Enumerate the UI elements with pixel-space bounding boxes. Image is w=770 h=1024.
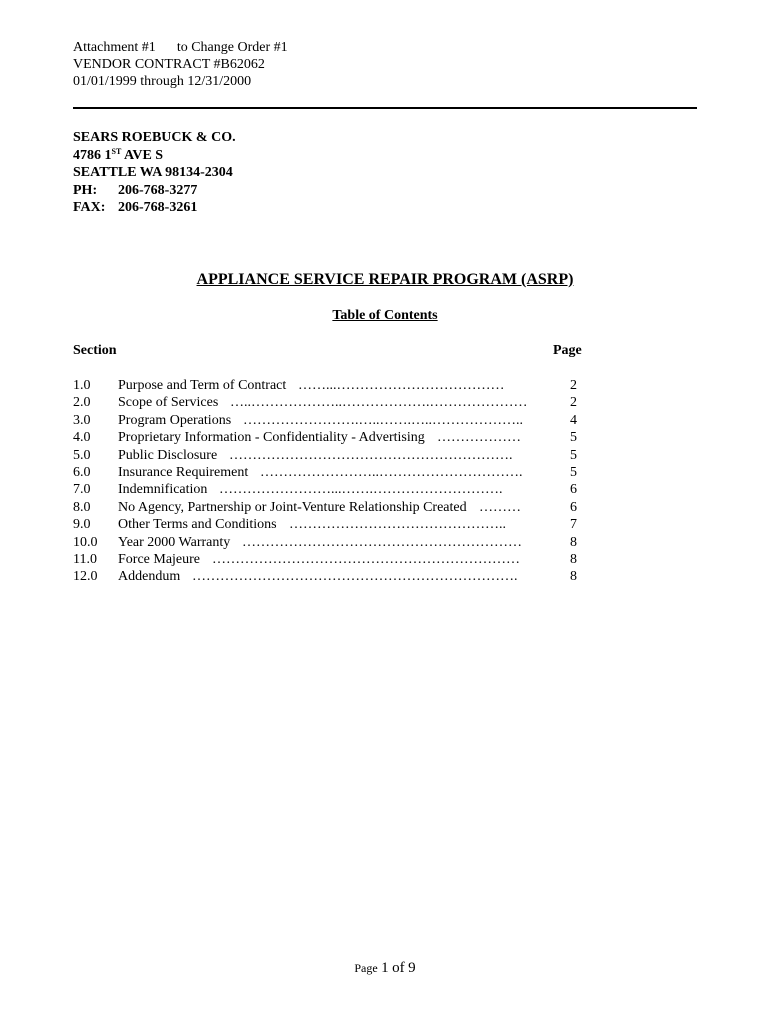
toc-section-number: 5.0 bbox=[73, 447, 91, 463]
toc-section-title: Program Operations bbox=[118, 412, 232, 428]
toc-page-number: 7 bbox=[570, 517, 577, 533]
program-title: APPLIANCE SERVICE REPAIR PROGRAM (ASRP) bbox=[196, 271, 574, 288]
toc-section-number: 12.0 bbox=[73, 569, 98, 585]
toc-section-number: 8.0 bbox=[73, 499, 91, 515]
phone-number: 206-768-3277 bbox=[118, 182, 198, 198]
toc-dot-leader: ……...……………………………… bbox=[298, 378, 505, 393]
toc-dot-leader: ……………………………………………………. bbox=[229, 447, 513, 463]
toc-row bbox=[73, 447, 593, 464]
toc-dot-leader: …………………….…..…….…..……………….. bbox=[243, 412, 523, 428]
fax-row bbox=[73, 199, 236, 217]
toc-row bbox=[73, 481, 593, 498]
fax-number: 206-768-3261 bbox=[118, 200, 198, 215]
toc-dot-leader: ……………………...…….………………………. bbox=[219, 482, 503, 498]
toc-page-number: 5 bbox=[570, 447, 577, 463]
toc-page-number: 6 bbox=[570, 499, 577, 515]
toc-dot-leader: ………………………………………………………… bbox=[212, 551, 520, 567]
toc-dot-leader: ……………………………………….. bbox=[289, 517, 506, 533]
toc-section-column-header: Section bbox=[73, 343, 117, 358]
toc-section-title: Insurance Requirement bbox=[118, 464, 249, 480]
toc-dot-leader: ……… bbox=[479, 499, 521, 515]
toc-section-number: 2.0 bbox=[73, 395, 91, 411]
toc-row bbox=[73, 568, 593, 585]
toc-section-number: 9.0 bbox=[73, 517, 91, 533]
toc-section-number: 3.0 bbox=[73, 412, 91, 428]
toc-section-title: No Agency, Partnership or Joint-Venture Relationship Created bbox=[118, 499, 467, 515]
toc-row bbox=[73, 464, 593, 481]
toc-section-number: 6.0 bbox=[73, 464, 91, 480]
vendor-address bbox=[73, 129, 236, 217]
toc-section-title: Scope of Services bbox=[118, 395, 219, 411]
attachment-label: Attachment #1 bbox=[73, 40, 156, 55]
toc-page-number: 8 bbox=[570, 534, 577, 550]
toc-row bbox=[73, 429, 593, 446]
toc-row bbox=[73, 377, 593, 394]
toc-dot-leader: ……………………..…………………………. bbox=[260, 464, 523, 480]
page-current: 1 bbox=[381, 960, 389, 976]
toc-heading: Table of Contents bbox=[332, 308, 438, 323]
attachment-line bbox=[73, 39, 288, 56]
page-of-word: of bbox=[392, 960, 405, 976]
toc-row bbox=[73, 499, 593, 516]
toc-page-number: 4 bbox=[570, 412, 577, 428]
company-name: SEARS ROEBUCK & CO. bbox=[73, 130, 236, 145]
toc-page-number: 2 bbox=[570, 378, 577, 393]
toc-section-number: 11.0 bbox=[73, 551, 97, 567]
contract-period-line: 01/01/1999 through 12/31/2000 bbox=[73, 74, 252, 89]
toc-section-number: 10.0 bbox=[73, 534, 98, 550]
fax-label: FAX: bbox=[73, 200, 106, 215]
toc-section-number: 4.0 bbox=[73, 430, 91, 446]
toc-section-title: Public Disclosure bbox=[118, 447, 218, 463]
phone-label: PH: bbox=[73, 182, 98, 198]
toc-page-column-header: Page bbox=[553, 343, 582, 358]
toc-section-title: Purpose and Term of Contract bbox=[118, 378, 287, 393]
document-header bbox=[73, 39, 288, 90]
toc-section-title: Year 2000 Warranty bbox=[118, 534, 231, 550]
table-of-contents bbox=[73, 377, 593, 586]
toc-row bbox=[73, 394, 593, 411]
phone-row bbox=[73, 182, 236, 200]
toc-dot-leader: …………………………………………………… bbox=[242, 534, 522, 550]
toc-section-number: 1.0 bbox=[73, 378, 91, 393]
street-name: AVE S bbox=[121, 147, 164, 163]
header-divider bbox=[73, 107, 697, 109]
toc-page-number: 2 bbox=[570, 395, 577, 411]
toc-dot-leader: ……………………………………………………………. bbox=[192, 569, 518, 585]
change-order-label: to Change Order #1 bbox=[176, 40, 288, 55]
toc-row bbox=[73, 551, 593, 568]
toc-dot-leader: ……………… bbox=[437, 430, 521, 446]
street-address bbox=[73, 147, 236, 165]
toc-row bbox=[73, 516, 593, 533]
city-state-zip: SEATTLE WA 98134-2304 bbox=[73, 165, 233, 180]
toc-row bbox=[73, 534, 593, 551]
toc-section-title: Indemnification bbox=[118, 482, 208, 498]
toc-row bbox=[73, 412, 593, 429]
toc-section-title: Other Terms and Conditions bbox=[118, 517, 277, 533]
toc-section-title: Force Majeure bbox=[118, 551, 201, 567]
toc-page-number: 5 bbox=[570, 430, 577, 446]
toc-dot-leader: …..………………..……………….………………… bbox=[230, 395, 528, 411]
toc-page-number: 5 bbox=[570, 464, 577, 480]
toc-section-title: Proprietary Information - Confidentiality - Advertising bbox=[118, 430, 425, 446]
street-number: 4786 1 bbox=[73, 147, 112, 163]
toc-page-number: 6 bbox=[570, 482, 577, 498]
page-word: Page bbox=[354, 961, 378, 975]
toc-page-number: 8 bbox=[570, 551, 577, 567]
page-footer bbox=[0, 960, 770, 977]
page-total: 9 bbox=[408, 960, 416, 976]
vendor-contract-line: VENDOR CONTRACT #B62062 bbox=[73, 57, 265, 72]
street-ordinal-suffix: ST bbox=[111, 146, 122, 156]
toc-section-title: Addendum bbox=[118, 569, 181, 585]
toc-section-number: 7.0 bbox=[73, 482, 91, 498]
toc-page-number: 8 bbox=[570, 569, 577, 585]
